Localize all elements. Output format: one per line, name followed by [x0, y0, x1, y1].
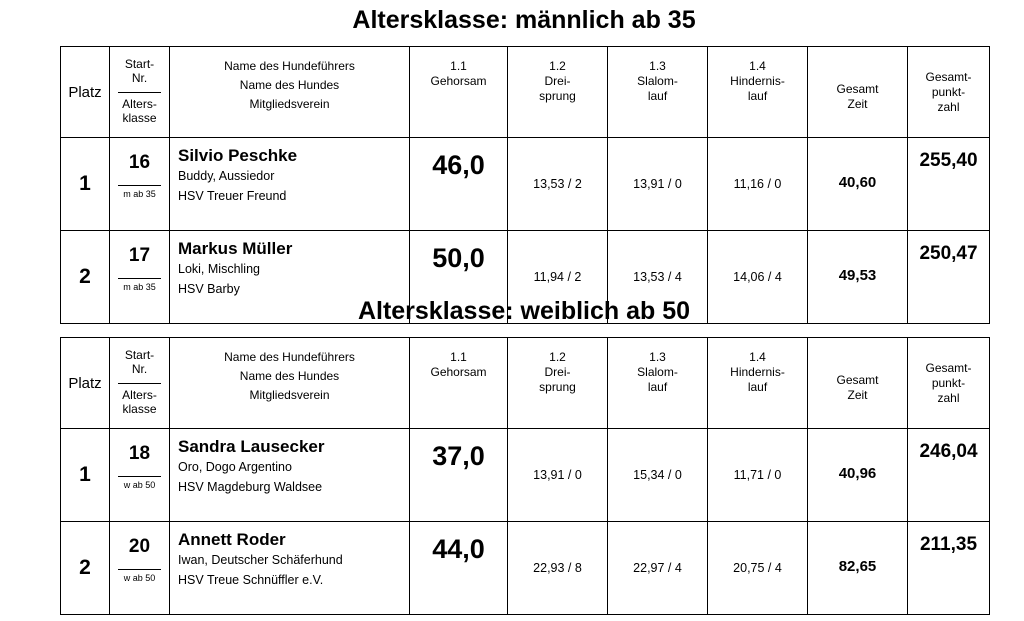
altersklasse-label: w ab 50	[123, 480, 156, 490]
dreisprung-value: 22,93 / 8	[508, 522, 608, 615]
table-row	[61, 138, 990, 231]
hund-name: Iwan, Deutscher Schäferhund	[178, 553, 343, 567]
header-c12-label: Drei- sprung	[539, 74, 576, 103]
header-c11-label: Gehorsam	[430, 365, 487, 379]
name-cell	[170, 522, 410, 615]
gesamtpunktzahl-value: 211,35	[908, 522, 990, 615]
start-divider	[118, 569, 161, 570]
header-gesamtpunktzahl: Gesamt- punkt- zahl	[908, 338, 990, 429]
gesamt-zeit-value: 49,53	[808, 231, 908, 324]
header-c11-label: Gehorsam	[430, 74, 487, 88]
table-row	[61, 429, 990, 522]
section-title: Altersklasse: männlich ab 35	[352, 6, 696, 34]
header-divider	[118, 383, 161, 384]
header-dreisprung	[508, 47, 608, 138]
header-c14-num: 1.4	[749, 59, 766, 73]
gehorsam-score: 46,0	[410, 138, 508, 231]
header-c14-label: Hindernis- lauf	[730, 74, 785, 103]
hund-name: Loki, Mischling	[178, 262, 260, 276]
header-slalomlauf	[608, 338, 708, 429]
header-name	[170, 338, 410, 429]
hindernislauf-value: 11,16 / 0	[708, 138, 808, 231]
start-cell	[110, 522, 170, 615]
platz-cell: 1	[61, 138, 110, 231]
hindernislauf-value: 11,71 / 0	[708, 429, 808, 522]
hindernislauf-value: 14,06 / 4	[708, 231, 808, 324]
header-platz: Platz	[61, 47, 110, 138]
header-name-hund: Name des Hundes	[239, 369, 340, 383]
header-c13-num: 1.3	[649, 59, 666, 73]
table-row	[61, 522, 990, 615]
hund-name: Oro, Dogo Argentino	[178, 460, 292, 474]
start-cell	[110, 138, 170, 231]
altersklasse-label: m ab 35	[123, 282, 156, 292]
header-hindernislauf	[708, 338, 808, 429]
header-gehorsam	[410, 338, 508, 429]
verein-name: HSV Treue Schnüffler e.V.	[178, 573, 324, 587]
gesamt-zeit-value: 40,96	[808, 429, 908, 522]
header-row	[61, 47, 990, 138]
header-c12-num: 1.2	[549, 350, 566, 364]
hundefuehrer-name: Markus Müller	[178, 239, 293, 258]
header-dreisprung	[508, 338, 608, 429]
gehorsam-score: 50,0	[410, 231, 508, 324]
gehorsam-score: 37,0	[410, 429, 508, 522]
header-verein: Mitgliedsverein	[249, 97, 330, 111]
verein-name: HSV Barby	[178, 282, 240, 296]
hundefuehrer-name: Sandra Lausecker	[178, 437, 325, 456]
gehorsam-score: 44,0	[410, 522, 508, 615]
slalomlauf-value: 15,34 / 0	[608, 429, 708, 522]
dreisprung-value: 13,91 / 0	[508, 429, 608, 522]
header-c13-label: Slalom- lauf	[637, 365, 678, 394]
header-hindernislauf	[708, 47, 808, 138]
header-gesamt-zeit: Gesamt Zeit	[808, 338, 908, 429]
gesamt-zeit-value: 82,65	[808, 522, 908, 615]
header-c13-label: Slalom- lauf	[637, 74, 678, 103]
header-name-hf: Name des Hundeführers	[224, 350, 355, 364]
gesamt-zeit-value: 40,60	[808, 138, 908, 231]
header-gehorsam	[410, 47, 508, 138]
slalomlauf-value: 22,97 / 4	[608, 522, 708, 615]
header-c14-num: 1.4	[749, 350, 766, 364]
header-start	[110, 47, 170, 138]
verein-name: HSV Treuer Freund	[178, 189, 287, 203]
header-c13-num: 1.3	[649, 350, 666, 364]
header-c12-label: Drei- sprung	[539, 365, 576, 394]
header-platz: Platz	[61, 338, 110, 429]
section-title: Altersklasse: weiblich ab 50	[357, 297, 691, 325]
results-table	[60, 337, 990, 615]
platz-cell: 2	[61, 522, 110, 615]
start-divider	[118, 476, 161, 477]
start-number: 16	[128, 152, 151, 173]
altersklasse-label: m ab 35	[123, 189, 156, 199]
altersklasse-label: w ab 50	[123, 573, 156, 583]
header-gesamt-zeit: Gesamt Zeit	[808, 47, 908, 138]
dreisprung-value: 11,94 / 2	[508, 231, 608, 324]
header-row	[61, 338, 990, 429]
header-start	[110, 338, 170, 429]
header-slalomlauf	[608, 47, 708, 138]
start-divider	[118, 278, 161, 279]
header-start-nr: Start- Nr.	[124, 57, 155, 85]
header-c14-label: Hindernis- lauf	[730, 365, 785, 394]
header-name-hf: Name des Hundeführers	[224, 59, 355, 73]
name-cell	[170, 138, 410, 231]
gesamtpunktzahl-value: 250,47	[908, 231, 990, 324]
hindernislauf-value: 20,75 / 4	[708, 522, 808, 615]
start-divider	[118, 185, 161, 186]
slalomlauf-value: 13,53 / 4	[608, 231, 708, 324]
header-c12-num: 1.2	[549, 59, 566, 73]
header-name-hund: Name des Hundes	[239, 78, 340, 92]
start-cell	[110, 429, 170, 522]
gesamtpunktzahl-value: 255,40	[908, 138, 990, 231]
header-divider	[118, 92, 161, 93]
hundefuehrer-name: Silvio Peschke	[178, 146, 298, 165]
header-start-nr: Start- Nr.	[124, 348, 155, 376]
hundefuehrer-name: Annett Roder	[178, 530, 286, 549]
platz-cell: 2	[61, 231, 110, 324]
slalomlauf-value: 13,91 / 0	[608, 138, 708, 231]
gesamtpunktzahl-value: 246,04	[908, 429, 990, 522]
header-c11-num: 1.1	[450, 59, 467, 73]
start-number: 18	[128, 443, 151, 464]
results-table	[60, 46, 990, 324]
header-altersklasse: Alters- klasse	[122, 388, 157, 416]
start-number: 17	[128, 245, 151, 266]
verein-name: HSV Magdeburg Waldsee	[178, 480, 323, 494]
header-verein: Mitgliedsverein	[249, 388, 330, 402]
header-gesamtpunktzahl: Gesamt- punkt- zahl	[908, 47, 990, 138]
dreisprung-value: 13,53 / 2	[508, 138, 608, 231]
header-c11-num: 1.1	[450, 350, 467, 364]
header-name	[170, 47, 410, 138]
name-cell	[170, 429, 410, 522]
start-number: 20	[128, 536, 151, 557]
hund-name: Buddy, Aussiedor	[178, 169, 275, 183]
header-altersklasse: Alters- klasse	[122, 97, 157, 125]
platz-cell: 1	[61, 429, 110, 522]
